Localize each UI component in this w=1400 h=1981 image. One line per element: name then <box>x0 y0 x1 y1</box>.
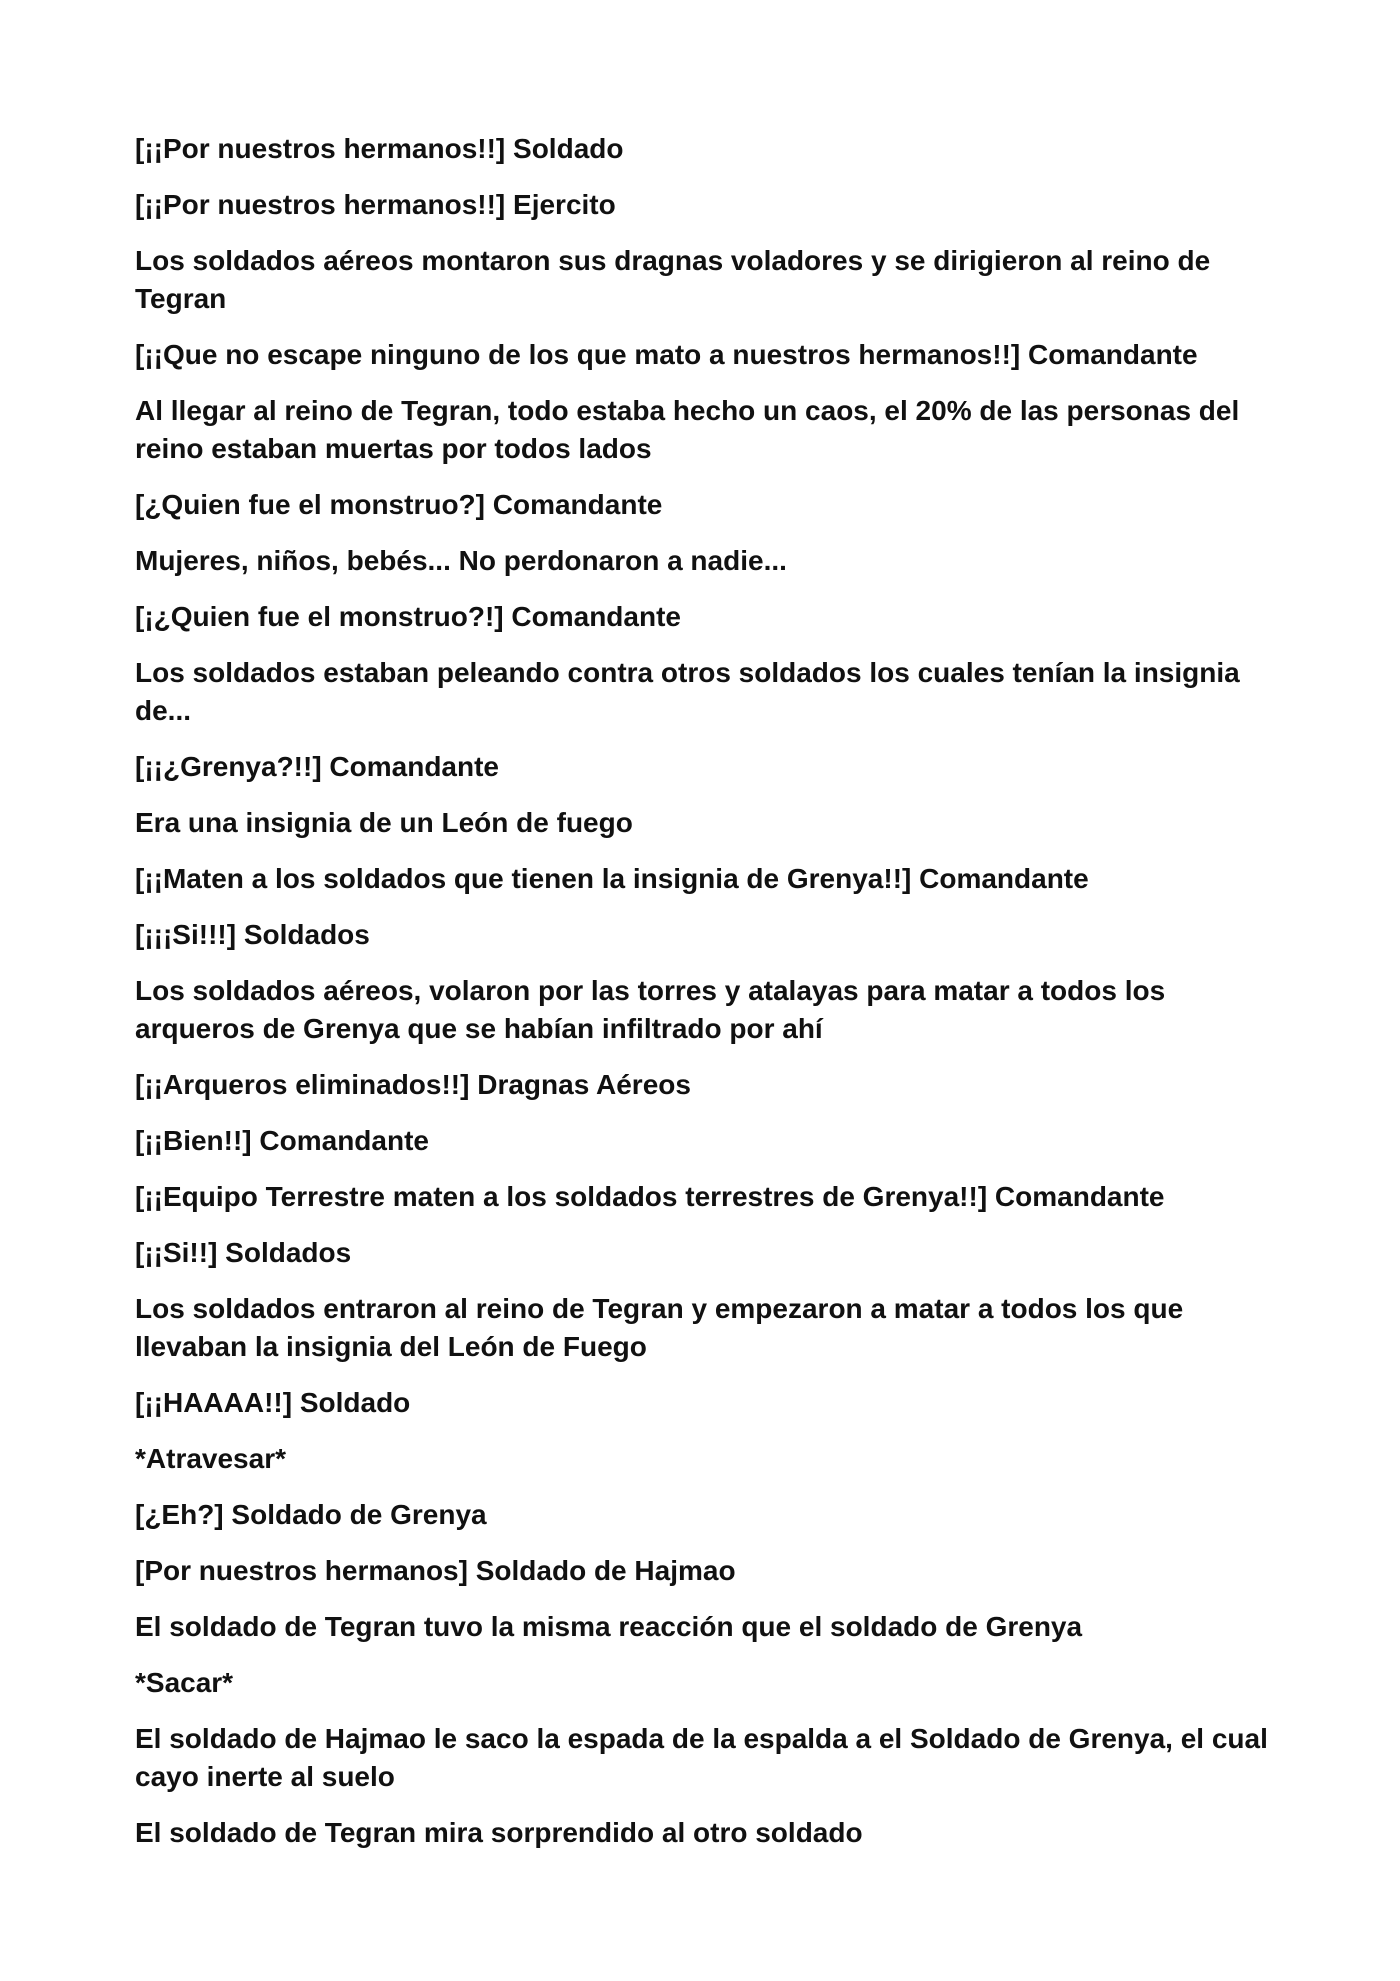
paragraph: [¡¡Que no escape ninguno de los que mato a nuestros hermanos!!] Comandante <box>135 339 1198 370</box>
paragraph: El soldado de Hajmao le saco la espada de la espalda a el Soldado de Grenya, el cual cayo inerte al suelo <box>135 1723 1268 1792</box>
paragraph: [¡¡¿Grenya?!!] Comandante <box>135 751 499 782</box>
paragraph: [¡¿Quien fue el monstruo?!] Comandante <box>135 601 681 632</box>
paragraph: [¡¡Arqueros eliminados!!] Dragnas Aéreos <box>135 1069 691 1100</box>
paragraph: Los soldados aéreos montaron sus dragnas voladores y se dirigieron al reino de Tegran <box>135 245 1211 314</box>
paragraph: [¡¡Por nuestros hermanos!!] Soldado <box>135 133 624 164</box>
paragraph: [¡¡Equipo Terrestre maten a los soldados terrestres de Grenya!!] Comandante <box>135 1181 1165 1212</box>
paragraph: [¡¡HAAAA!!] Soldado <box>135 1387 411 1418</box>
paragraph: [¡¡Maten a los soldados que tienen la insignia de Grenya!!] Comandante <box>135 863 1089 894</box>
paragraph: El soldado de Tegran mira sorprendido al otro soldado <box>135 1817 863 1848</box>
paragraph: [¡¡¡Si!!!] Soldados <box>135 919 370 950</box>
paragraph: *Sacar* <box>135 1667 234 1698</box>
paragraph: [¡¡Bien!!] Comandante <box>135 1125 429 1156</box>
paragraph: [¿Eh?] Soldado de Grenya <box>135 1499 487 1530</box>
paragraph: [¿Quien fue el monstruo?] Comandante <box>135 489 663 520</box>
paragraph: Al llegar al reino de Tegran, todo estaba hecho un caos, el 20% de las personas del reino estaban muertas por todos lados <box>135 395 1240 464</box>
document-body <box>135 130 1275 1870</box>
paragraph: Mujeres, niños, bebés... No perdonaron a nadie... <box>135 545 787 576</box>
paragraph: Los soldados entraron al reino de Tegran y empezaron a matar a todos los que llevaban la insignia del León de Fuego <box>135 1293 1184 1362</box>
paragraph: Los soldados aéreos, volaron por las torres y atalayas para matar a todos los arqueros de Grenya que se habían infiltrado por ahí <box>135 975 1166 1044</box>
paragraph: El soldado de Tegran tuvo la misma reacción que el soldado de Grenya <box>135 1611 1083 1642</box>
paragraph: [Por nuestros hermanos] Soldado de Hajmao <box>135 1555 736 1586</box>
paragraph: *Atravesar* <box>135 1443 286 1474</box>
paragraph: Era una insignia de un León de fuego <box>135 807 633 838</box>
paragraph: Los soldados estaban peleando contra otros soldados los cuales tenían la insignia de... <box>135 657 1240 726</box>
paragraph: [¡¡Si!!] Soldados <box>135 1237 352 1268</box>
paragraph: [¡¡Por nuestros hermanos!!] Ejercito <box>135 189 616 220</box>
